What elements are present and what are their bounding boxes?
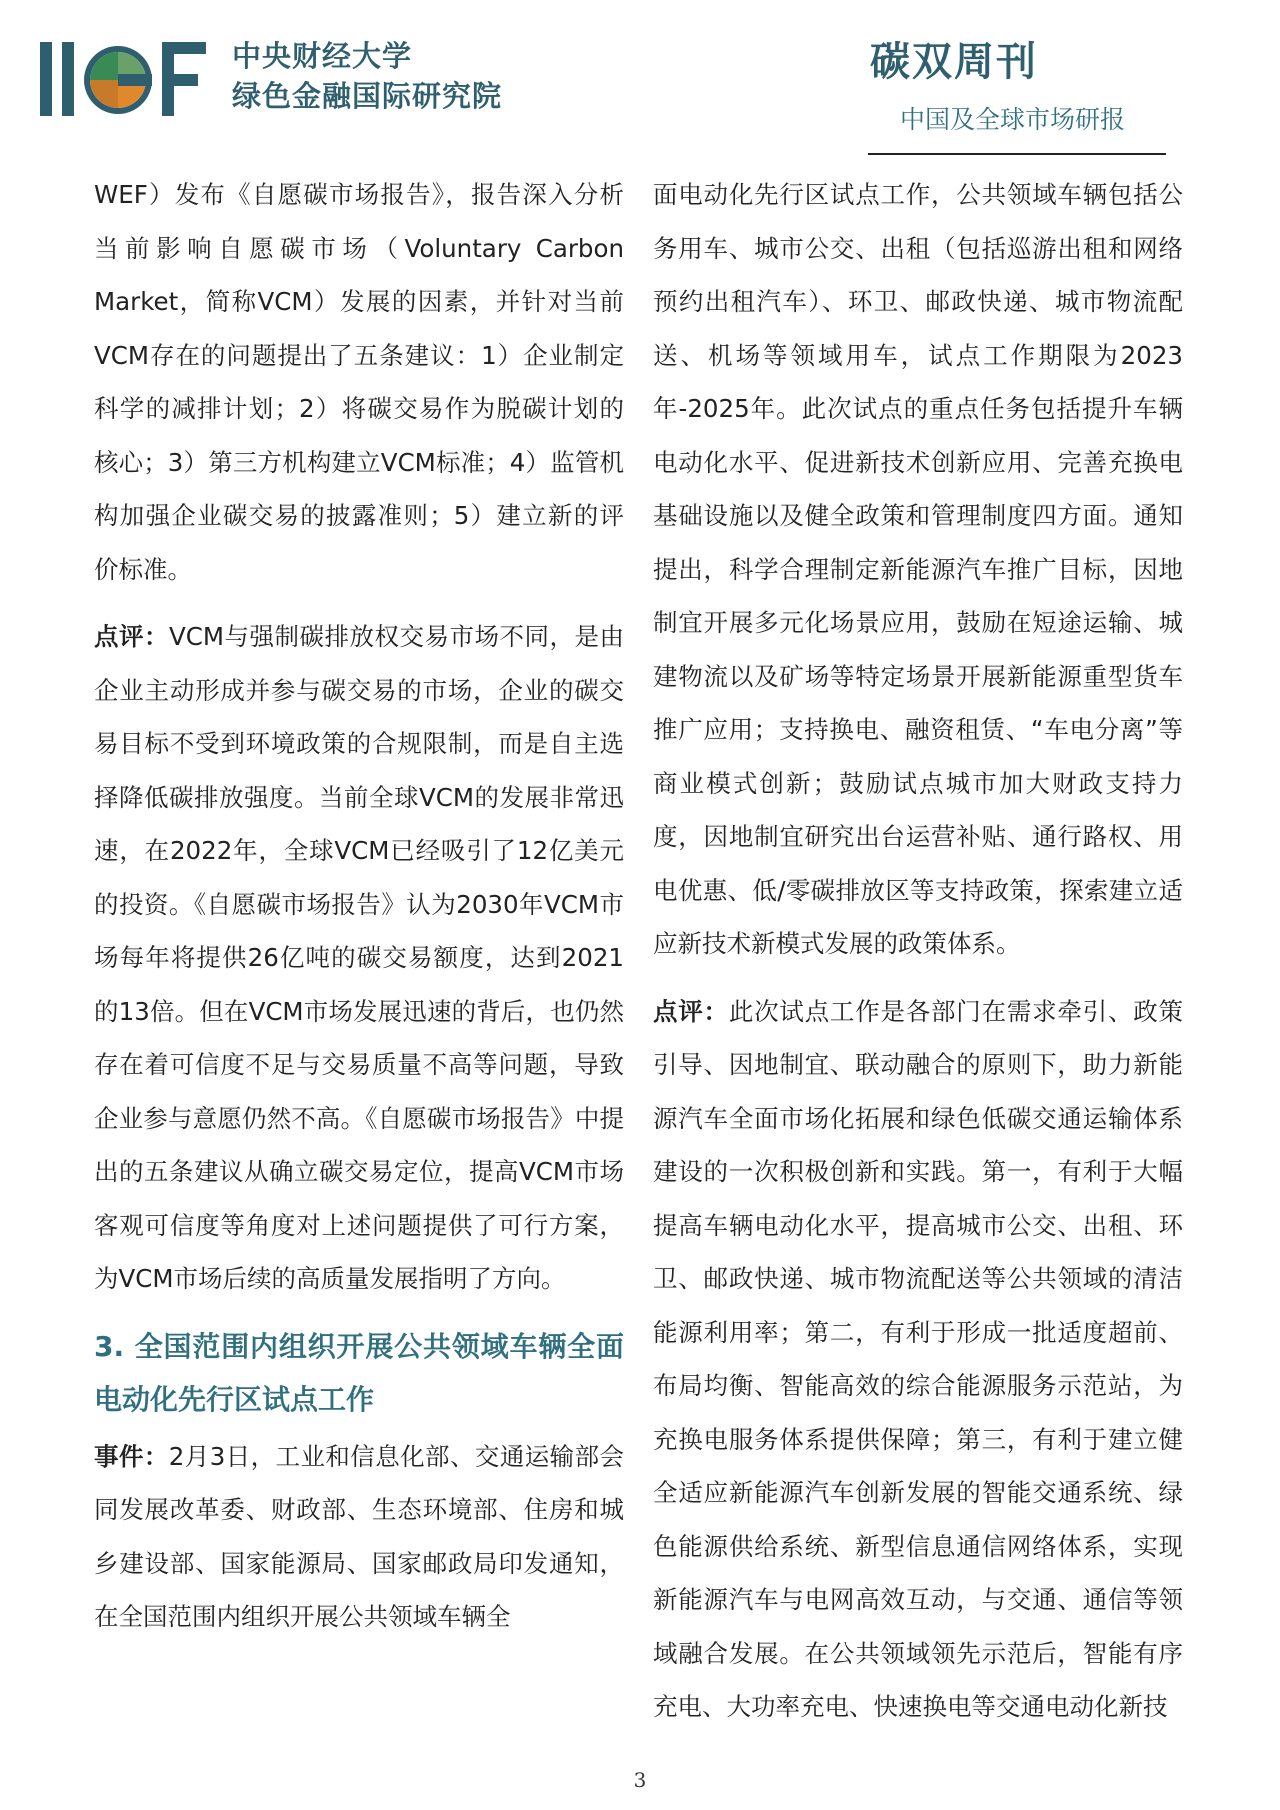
comment-label: 点评： (653, 996, 729, 1026)
right-paragraph-1: 面电动化先行区试点工作，公共领域车辆包括公务用车、城市公交、出租（包括巡游出租和网络预约出租汽车）、环卫、邮政快递、城市物流配送、机场等领域用车，试点工作期限为2023年-2025年。此次试点的重点任务包括提升车辆电动化水平、促进新技术创新应用、完善充换电基础设施以及健全政策和管理制度四方面。通知提出，科学合理制定新能源汽车推广目标，因地制宜开展多元化场景应用，鼓励在短途运输、城建物流以及矿场等特定场景开展新能源重型货车推广应用；支持换电、融资租赁、“车电分离”等商业模式创新；鼓励试点城市加大财政支持力度，因地制宜研究出台运营补贴、通行路权、用电优惠、低/零碳排放区等支持政策，探索建立适应新技术新模式发展的政策体系。 (653, 180, 1183, 958)
org-name-line-1: 中央财经大学 (232, 39, 413, 73)
page-number: 3 (633, 1768, 647, 1792)
left-paragraph-2 (94, 610, 624, 1306)
comment-text: 此次试点工作是各部门在需求牵引、政策引导、因地制宜、联动融合的原则下，助力新能源汽车全面市场化拓展和绿色低碳交通运输体系建设的一次积极创新和实践。第一，有利于大幅提高车辆电动化水平，提高城市公交、出租、环卫、邮政快递、城市物流配送等公共领域的清洁能源利用率；第二，有利于形成一批适度超前、布局均衡、智能高效的综合能源服务示范站，为充换电服务体系提供保障；第三，有利于建立健全适应新能源汽车创新发展的智能交通系统、绿色能源供给系统、新型信息通信网络体系，实现新能源汽车与电网高效互动，与交通、通信等领域融合发展。在公共领域领先示范后，智能有序充电、大功率充电、快速换电等交通电动化新技 (653, 996, 1184, 1721)
right-column (653, 168, 1183, 1734)
right-paragraph-2 (653, 985, 1183, 1734)
logo-bar-1 (40, 42, 52, 116)
publication-title: 碳双周刊 (870, 39, 1038, 85)
publication-subtitle: 中国及全球市场研报 (900, 105, 1126, 134)
comment-label: 点评： (94, 622, 169, 651)
header-divider (868, 153, 1166, 155)
globe-icon (84, 46, 152, 114)
organization-name (232, 36, 502, 116)
event-label: 事件： (94, 1441, 169, 1471)
left-column (94, 168, 624, 1644)
logo-bar-2 (62, 42, 74, 116)
event-text: 2月3日，工业和信息化部、交通运输部会同发展改革委、财政部、生态环境部、住房和城乡建设部、国家能源局、国家邮政局印发通知，在全国范围内组织开展公共领域车辆全 (94, 1441, 624, 1631)
left-paragraph-3 (94, 1430, 624, 1644)
org-name-line-2: 绿色金融国际研究院 (232, 79, 503, 113)
section-heading: 3. 全国范围内组织开展公共领域车辆全面电动化先行区试点工作 (94, 1329, 624, 1416)
logo-letter-f (162, 42, 206, 116)
iigf-logo-icon (40, 40, 240, 120)
left-paragraph-1: WEF）发布《自愿碳市场报告》，报告深入分析当前影响自愿碳市场（Voluntary Carbon Market，简称VCM）发展的因素，并针对当前VCM存在的问题提出了五条建议：1）企业制定科学的减排计划；2）将碳交易作为脱碳计划的核心；3）第三方机构建立VCM标准；4）监管机构加强企业碳交易的披露准则；5）建立新的评价标准。 (94, 180, 624, 584)
comment-text: VCM与强制碳排放权交易市场不同，是由企业主动形成并参与碳交易的市场，企业的碳交易目标不受到环境政策的合规限制，而是自主选择降低碳排放强度。当前全球VCM的发展非常迅速，在2022年，全球VCM已经吸引了12亿美元的投资。《自愿碳市场报告》认为2030年VCM市场每年将提供26亿吨的碳交易额度，达到2021的13倍。但在VCM市场发展迅速的背后，也仍然存在着可信度不足与交易质量不高等问题，导致企业参与意愿仍然不高。《自愿碳市场报告》中提出的五条建议从确立碳交易定位，提高VCM市场客观可信度等角度对上述问题提供了可行方案，为VCM市场后续的高质量发展指明了方向。 (94, 622, 624, 1293)
